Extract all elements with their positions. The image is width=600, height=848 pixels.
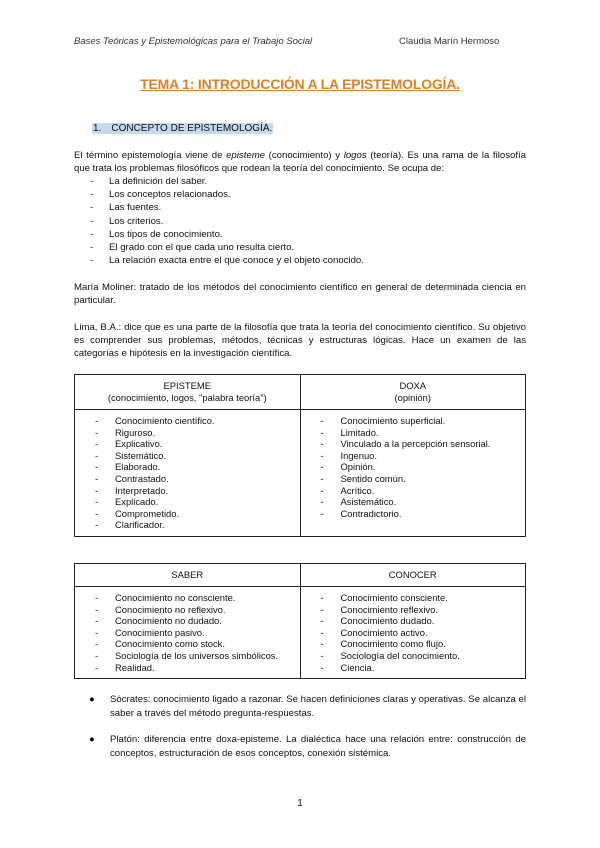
list-item: - Explicado. (79, 496, 296, 508)
intro-paragraph (74, 149, 526, 175)
table-header-conocer: CONOCER (300, 564, 526, 587)
header-title: EPISTEME (163, 380, 211, 391)
section-heading (92, 123, 273, 134)
list-item: - Acrítico. (305, 485, 522, 497)
list-item: - Conocimiento no consciente. (79, 592, 296, 604)
saber-conocer-table (74, 563, 526, 679)
list-item: - Riguroso. (79, 427, 296, 439)
episteme-doxa-table (74, 374, 526, 537)
list-item: - Explicativo. (79, 438, 296, 450)
list-item: - Conocimiento no dudado. (79, 615, 296, 627)
list-item: - Conocimiento pasivo. (79, 627, 296, 639)
doxa-cell (300, 410, 526, 537)
header-title: DOXA (399, 380, 427, 391)
list-item: - Conocimiento consciente. (305, 592, 522, 604)
list-item: - Ciencia. (305, 662, 522, 674)
list-item: - Sentido común. (305, 473, 522, 485)
term-logos: logos (343, 150, 367, 161)
list-item: - Los tipos de conocimiento. (74, 228, 364, 241)
list-item: - Contradictorio. (305, 508, 522, 520)
page-title: TEMA 1: INTRODUCCIÓN A LA EPISTEMOLOGÍA. (140, 76, 460, 92)
table-header-episteme (75, 375, 301, 410)
list-item: - La definición del saber. (74, 175, 364, 188)
list-item: - La relación exacta entre el que conoce y el objeto conocido. (74, 254, 364, 267)
section-number: 1. (93, 123, 102, 134)
list-item: - Conocimiento científico. (79, 415, 296, 427)
page-number: 1 (297, 798, 303, 809)
table-header-doxa (300, 375, 526, 410)
header-subtitle: (conocimiento, logos, "palabra teoría") (107, 392, 267, 403)
intro-text: El término epistemología viene de (74, 150, 227, 161)
list-item: - Los conceptos relacionados. (74, 188, 364, 201)
moliner-definition: María Moliner: tratado de los métodos del conocimiento científico en general de determinada ciencia en particular. (74, 282, 526, 306)
lima-definition: Lima, B.A.: dice que es una parte de la filosofía que trata la teoría del conocimiento científico. Su objetivo es comprender sus problemas, métodos, técnicas y estructuras lógicas. Hace un examen de las categorías e hipótesis en la investigación científica. (74, 322, 526, 359)
term-episteme: episteme (226, 150, 266, 161)
list-item: - Conocimiento reflexivo. (305, 604, 522, 616)
list-item: - Los criterios. (74, 215, 364, 228)
episteme-cell (75, 410, 301, 537)
list-item: - Conocimiento dudado. (305, 615, 522, 627)
list-item: - Ingenuo. (305, 450, 522, 462)
intro-text: (teoría). Es una rama de la filosofía que trata los problemas filosóficos que rodean la teoría del conocimiento. Se ocupa de: (74, 150, 526, 174)
list-item: - Interpretado. (79, 485, 296, 497)
header-author: Claudia Marín Hermoso (399, 36, 500, 47)
socrates-note (74, 693, 526, 721)
platon-text: Platón: diferencia entre doxa-episteme. La dialéctica hace una relación entre: construcción de conceptos, estructuración de esos conceptos, conexión sistémica. (110, 734, 526, 759)
list-item: - Comprometido. (79, 508, 296, 520)
list-item: - Limitado. (305, 427, 522, 439)
list-item: - Asistemático. (305, 496, 522, 508)
list-item: - Sociología del conocimiento. (305, 650, 522, 662)
list-item: - Sociología de los universos simbólicos. (79, 650, 296, 662)
socrates-text: Sócrates: conocimiento ligado a razonar. Se hacen definiciones claras y operativas. Se alcanza el saber a través del método pregunta-respuestas. (110, 694, 526, 719)
epistemology-topics-list (74, 175, 364, 267)
list-item: - Vinculado a la percepción sensorial. (305, 438, 522, 450)
intro-text: (conocimiento) y (265, 150, 344, 161)
list-item: - Conocimiento no reflexivo. (79, 604, 296, 616)
conocer-cell (300, 587, 526, 679)
header-subtitle: (opinión) (394, 392, 431, 403)
list-item: - Realidad. (79, 662, 296, 674)
list-item: - Conocimiento como flujo. (305, 638, 522, 650)
list-item: - Contrastado. (79, 473, 296, 485)
list-item: - Opinión. (305, 461, 522, 473)
list-item: - Conocimiento activo. (305, 627, 522, 639)
bullet-dot-icon: ● (89, 734, 95, 745)
list-item: - Las fuentes. (74, 201, 364, 214)
saber-cell (75, 587, 301, 679)
list-item: - Sistemático. (79, 450, 296, 462)
bullet-dot-icon: ● (89, 694, 95, 705)
list-item: - Elaborado. (79, 461, 296, 473)
list-item: - Conocimiento como stock. (79, 638, 296, 650)
header-course: Bases Teóricas y Epistemológicas para el Trabajo Social (74, 36, 313, 47)
section-label: CONCEPTO DE EPISTEMOLOGÍA. (111, 123, 273, 134)
list-item: - Clarificador. (79, 519, 296, 531)
table-header-saber: SABER (75, 564, 301, 587)
platon-note (74, 733, 526, 761)
list-item: - Conocimiento superficial. (305, 415, 522, 427)
list-item: - El grado con el que cada uno resulta cierto. (74, 241, 364, 254)
